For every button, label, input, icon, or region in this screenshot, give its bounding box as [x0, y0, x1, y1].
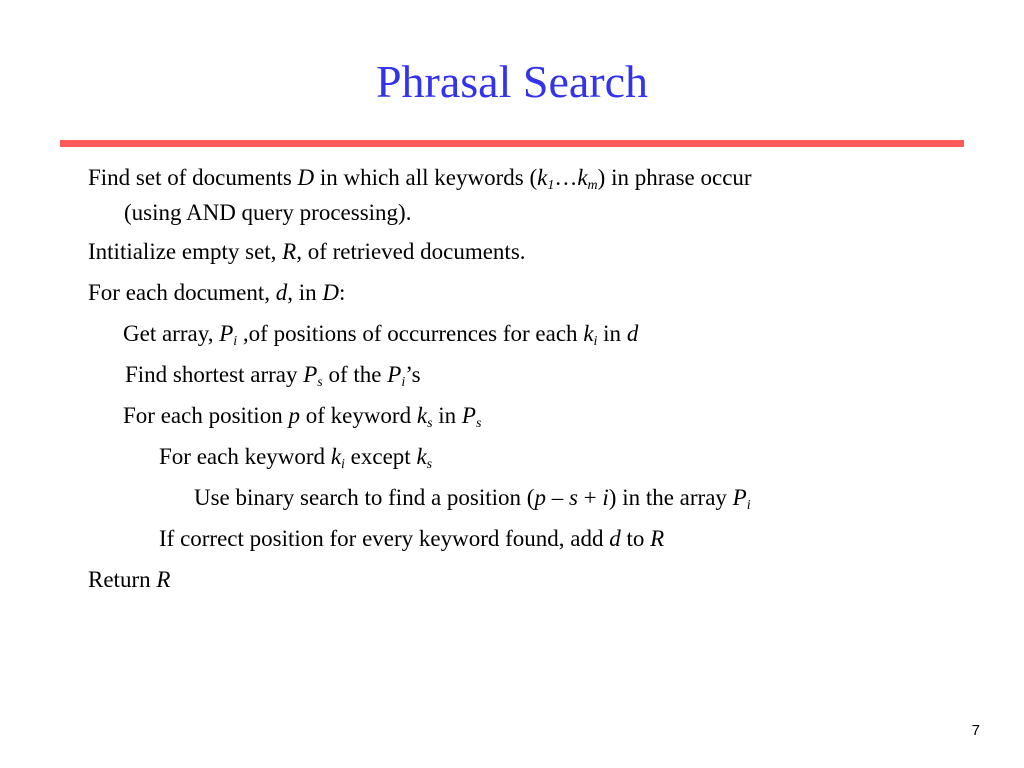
italic-variable: D: [322, 280, 340, 305]
italic-variable: p: [534, 485, 546, 510]
text-run: For each position: [123, 403, 289, 428]
text-run: of keyword: [299, 403, 417, 428]
text-run: Return: [88, 567, 157, 592]
body-line-2: [88, 235, 526, 269]
italic-variable: R: [156, 567, 171, 592]
subscript: i: [341, 457, 345, 472]
italic-variable: k: [330, 444, 342, 469]
italic-variable: R: [282, 239, 297, 264]
body-line-10: [88, 563, 170, 597]
body-line-7: [159, 440, 432, 474]
text-run: Find shortest array: [125, 362, 304, 387]
text-run: of the: [322, 362, 388, 387]
body-line-1-continuation: [124, 196, 411, 230]
text-run: –: [545, 485, 569, 510]
text-run: in: [432, 403, 462, 428]
italic-variable: s: [568, 485, 578, 510]
italic-variable: d: [626, 321, 639, 346]
italic-variable: k: [416, 444, 427, 469]
italic-variable: d: [275, 280, 288, 305]
text-run: +: [577, 485, 603, 510]
text-run: Intitialize empty set,: [88, 239, 283, 264]
italic-variable: k: [537, 165, 548, 190]
body-line-3: [88, 276, 345, 310]
body-line-1: [88, 161, 752, 195]
title-rule: [60, 140, 964, 147]
text-run: to: [620, 526, 651, 551]
italic-variable: d: [609, 526, 621, 551]
text-run: in: [597, 321, 627, 346]
text-run: Get array,: [123, 321, 220, 346]
italic-variable: D: [297, 165, 315, 190]
text-run: Use binary search to find a position (: [194, 485, 535, 510]
text-run: ’s: [405, 362, 421, 387]
text-run: except: [344, 444, 417, 469]
subscript: i: [401, 375, 406, 390]
italic-variable: k: [583, 321, 594, 346]
subscript: s: [317, 375, 323, 390]
text-run: , in: [287, 280, 323, 305]
slide-title: Phrasal Search: [375, 56, 649, 107]
text-run: Find set of documents: [88, 165, 298, 190]
body-line-4: [123, 317, 638, 351]
italic-variable: k: [577, 165, 588, 190]
italic-variable: P: [732, 485, 747, 510]
text-run: , of retrieved documents.: [296, 239, 526, 264]
text-run: ) in phrase occur: [597, 165, 752, 190]
subscript: i: [593, 334, 598, 349]
italic-variable: k: [416, 403, 428, 428]
text-run: If correct position for every keyword found, add: [159, 526, 610, 551]
text-run: ) in the array: [608, 485, 733, 510]
subscript: s: [475, 416, 482, 431]
subscript: m: [587, 178, 598, 193]
italic-variable: P: [461, 403, 476, 428]
italic-variable: P: [219, 321, 234, 346]
text-run: in which all keywords (: [314, 165, 538, 190]
italic-variable: P: [387, 362, 402, 387]
text-run: (using AND query processing).: [124, 200, 412, 225]
slide-number: 7: [971, 722, 980, 739]
body-line-6: [123, 399, 481, 433]
subscript: 1: [547, 178, 555, 193]
italic-variable: R: [650, 526, 665, 551]
body-line-5: [125, 358, 421, 392]
italic-variable: P: [303, 362, 318, 387]
italic-variable: i: [602, 485, 609, 510]
text-run: :: [339, 280, 346, 305]
italic-variable: p: [288, 403, 300, 428]
body-line-9: [159, 522, 664, 556]
text-run: For each keyword: [159, 444, 331, 469]
body-line-8: [194, 481, 751, 515]
subscript: s: [427, 416, 433, 431]
subscript: i: [233, 334, 238, 349]
text-run: …: [554, 165, 578, 190]
subscript: s: [426, 457, 433, 472]
text-run: ,of positions of occurrences for each: [237, 321, 584, 346]
text-run: For each document,: [88, 280, 276, 305]
subscript: i: [746, 498, 751, 513]
